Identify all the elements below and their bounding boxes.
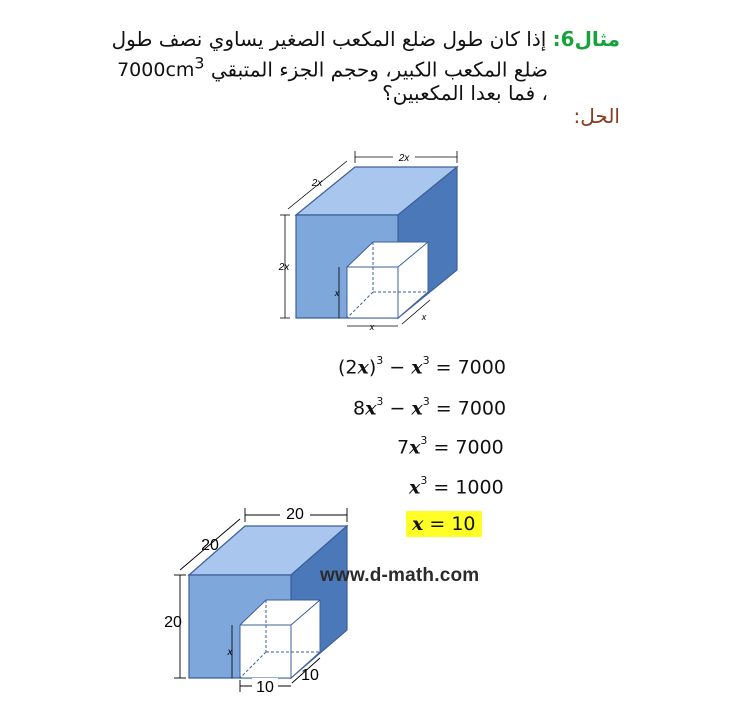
fig1-depth-label: 2x	[311, 178, 323, 189]
fig1-height-label: 2x	[278, 262, 290, 273]
fig2-small-width: 10	[256, 679, 274, 696]
example-label: مثال6:	[552, 27, 620, 51]
fig2-depth-label: 20	[201, 537, 219, 554]
fig1-top-label: 2x	[398, 153, 410, 164]
volume-number: 7000cm	[117, 59, 195, 82]
equation-5-answer	[406, 513, 482, 535]
fig1-small-height: x	[334, 288, 340, 298]
problem-line-2-text: ضلع المكعب الكبير، وحجم الجزء المتبقي	[204, 57, 548, 82]
problem-line-2	[117, 54, 548, 81]
equation-3: $7x^3 = 7000$	[397, 434, 504, 459]
equation-1: $(2x)^3 - x^3 = 7000$	[338, 354, 506, 379]
figure-1-cube	[270, 145, 470, 340]
fig2-small-height: x	[227, 647, 233, 658]
volume-value	[117, 54, 205, 82]
solution-label: الحل:	[573, 104, 620, 128]
answer-highlight: x = 10	[406, 511, 482, 537]
fig1-small-width: x	[369, 322, 375, 332]
watermark: www.d-math.com	[320, 565, 480, 586]
problem-text	[100, 26, 620, 52]
fig2-top-label: 20	[286, 506, 304, 523]
equation-2: $8x^3 - x^3 = 7000$	[353, 395, 507, 420]
figure-2-cube	[155, 500, 355, 700]
problem-line-3: ، فما بعدا المكعبين؟	[382, 81, 548, 105]
volume-exponent: 3	[194, 54, 205, 73]
fig1-small-depth: x	[421, 312, 427, 322]
problem-line-1: إذا كان طول ضلع المكعب الصغير يساوي نصف طول	[111, 27, 553, 51]
fig2-small-depth: 10	[301, 667, 319, 684]
fig2-height-label: 20	[164, 614, 182, 631]
equation-4: $x^3 = 1000$	[409, 474, 504, 499]
